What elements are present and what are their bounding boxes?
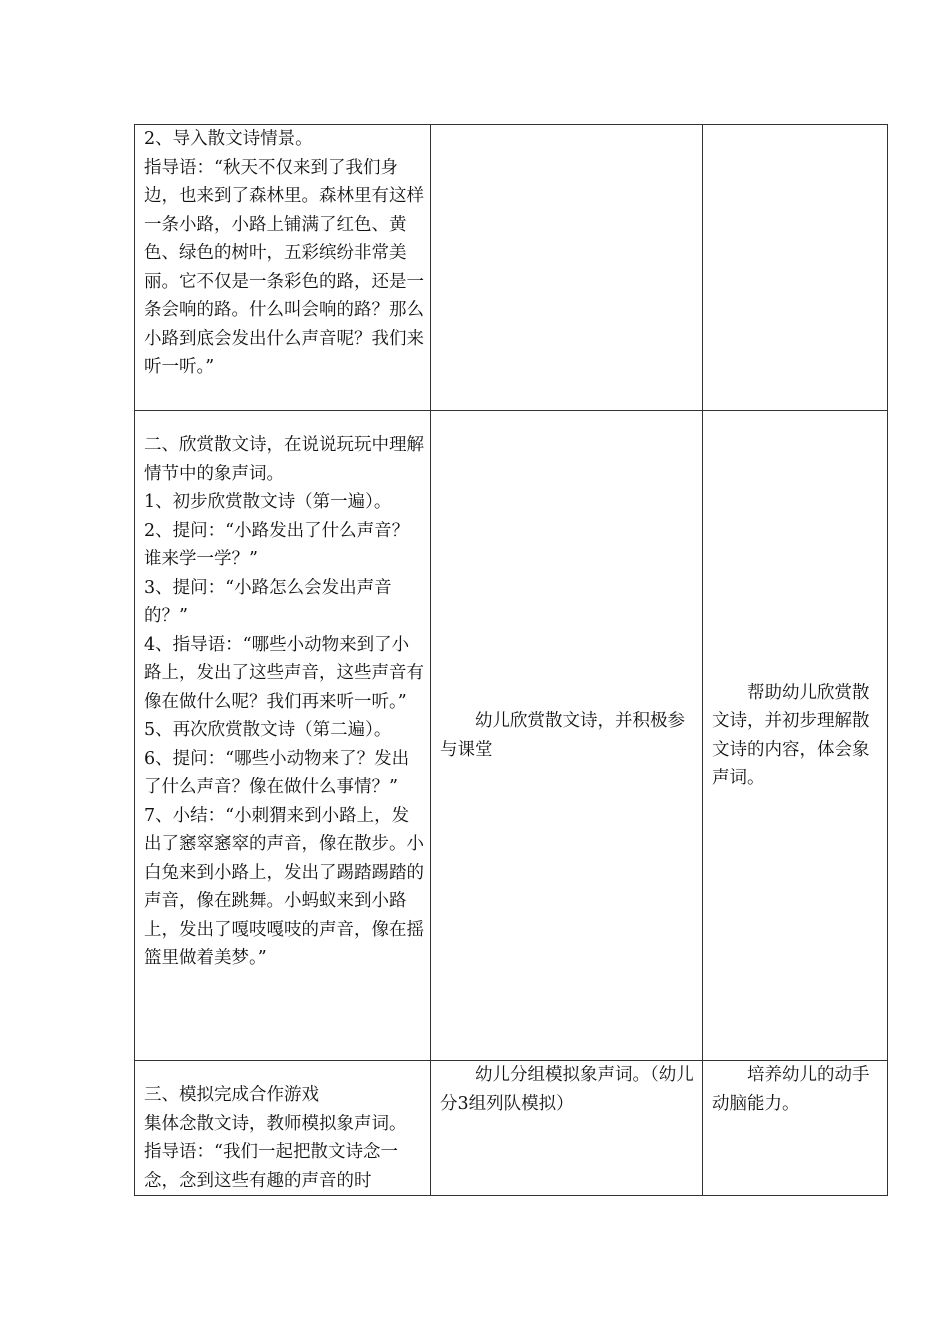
process-line: 4、指导语：“哪些小动物来到了小路上，发出了这些声音，这些声音有像在做什么呢？我们再来听一听。”: [144, 634, 424, 712]
process-line: 指导语：“秋天不仅来到了我们身边，也来到了森林里。森林里有这样一条小路，小路上铺满了红色、黄色、绿色的树叶，五彩缤纷非常美丽。它不仅是一条彩色的路，还是一条会响的路。什么叫会响的路？那么小路到底会发出什么声音呢？我们来听一听。”: [144, 157, 424, 377]
table-row: [135, 411, 888, 1061]
lesson-plan-table: [134, 124, 888, 1196]
intent-cell: [703, 411, 888, 1061]
table-row: [135, 125, 888, 411]
process-line: 7、小结：“小刺猬来到小路上，发出了窸窣窸窣的声音，像在散步。小白兔来到小路上，发出了踢踏踢踏的声音，像在跳舞。小蚂蚁来到小路上，发出了嘎吱嘎吱的声音，像在摇篮里做着美梦。”: [144, 805, 424, 968]
intent-cell: [703, 1061, 888, 1196]
table-row: [135, 1061, 888, 1196]
process-cell: [135, 411, 431, 1061]
process-line: 2、提问：“小路发出了什么声音？谁来学一学？”: [144, 520, 410, 569]
process-cell: [135, 125, 431, 411]
activity-cell: [431, 125, 703, 411]
activity-text: 幼儿分组模拟象声词。（幼儿分3组列队模拟）: [440, 1065, 694, 1114]
intent-text: 培养幼儿的动手动脑能力。: [712, 1065, 870, 1114]
process-cell: [135, 1061, 431, 1196]
activity-text: 幼儿欣赏散文诗，并积极参与课堂: [440, 711, 685, 760]
process-line: 2、导入散文诗情景。: [144, 129, 313, 149]
process-line: 1、初步欣赏散文诗（第一遍）。: [144, 492, 392, 512]
process-line: 5、再次欣赏散文诗（第二遍）。: [144, 720, 392, 740]
process-line: 指导语：“我们一起把散文诗念一念，念到这些有趣的声音的时: [144, 1142, 398, 1191]
intent-text: 帮助幼儿欣赏散文诗，并初步理解散文诗的内容，体会象声词。: [712, 682, 870, 788]
process-line: 3、提问：“小路怎么会发出声音的？”: [144, 577, 392, 626]
process-line: 6、提问：“哪些小动物来了？发出了什么声音？像在做什么事情？”: [144, 748, 410, 797]
process-line: 集体念散文诗，教师模拟象声词。: [144, 1113, 407, 1134]
intent-cell: [703, 125, 888, 411]
activity-cell: [431, 411, 703, 1061]
process-line: 二、欣赏散文诗，在说说玩玩中理解情节中的象声词。: [144, 435, 424, 484]
process-line: 三、模拟完成合作游戏: [144, 1085, 319, 1105]
activity-cell: [431, 1061, 703, 1196]
